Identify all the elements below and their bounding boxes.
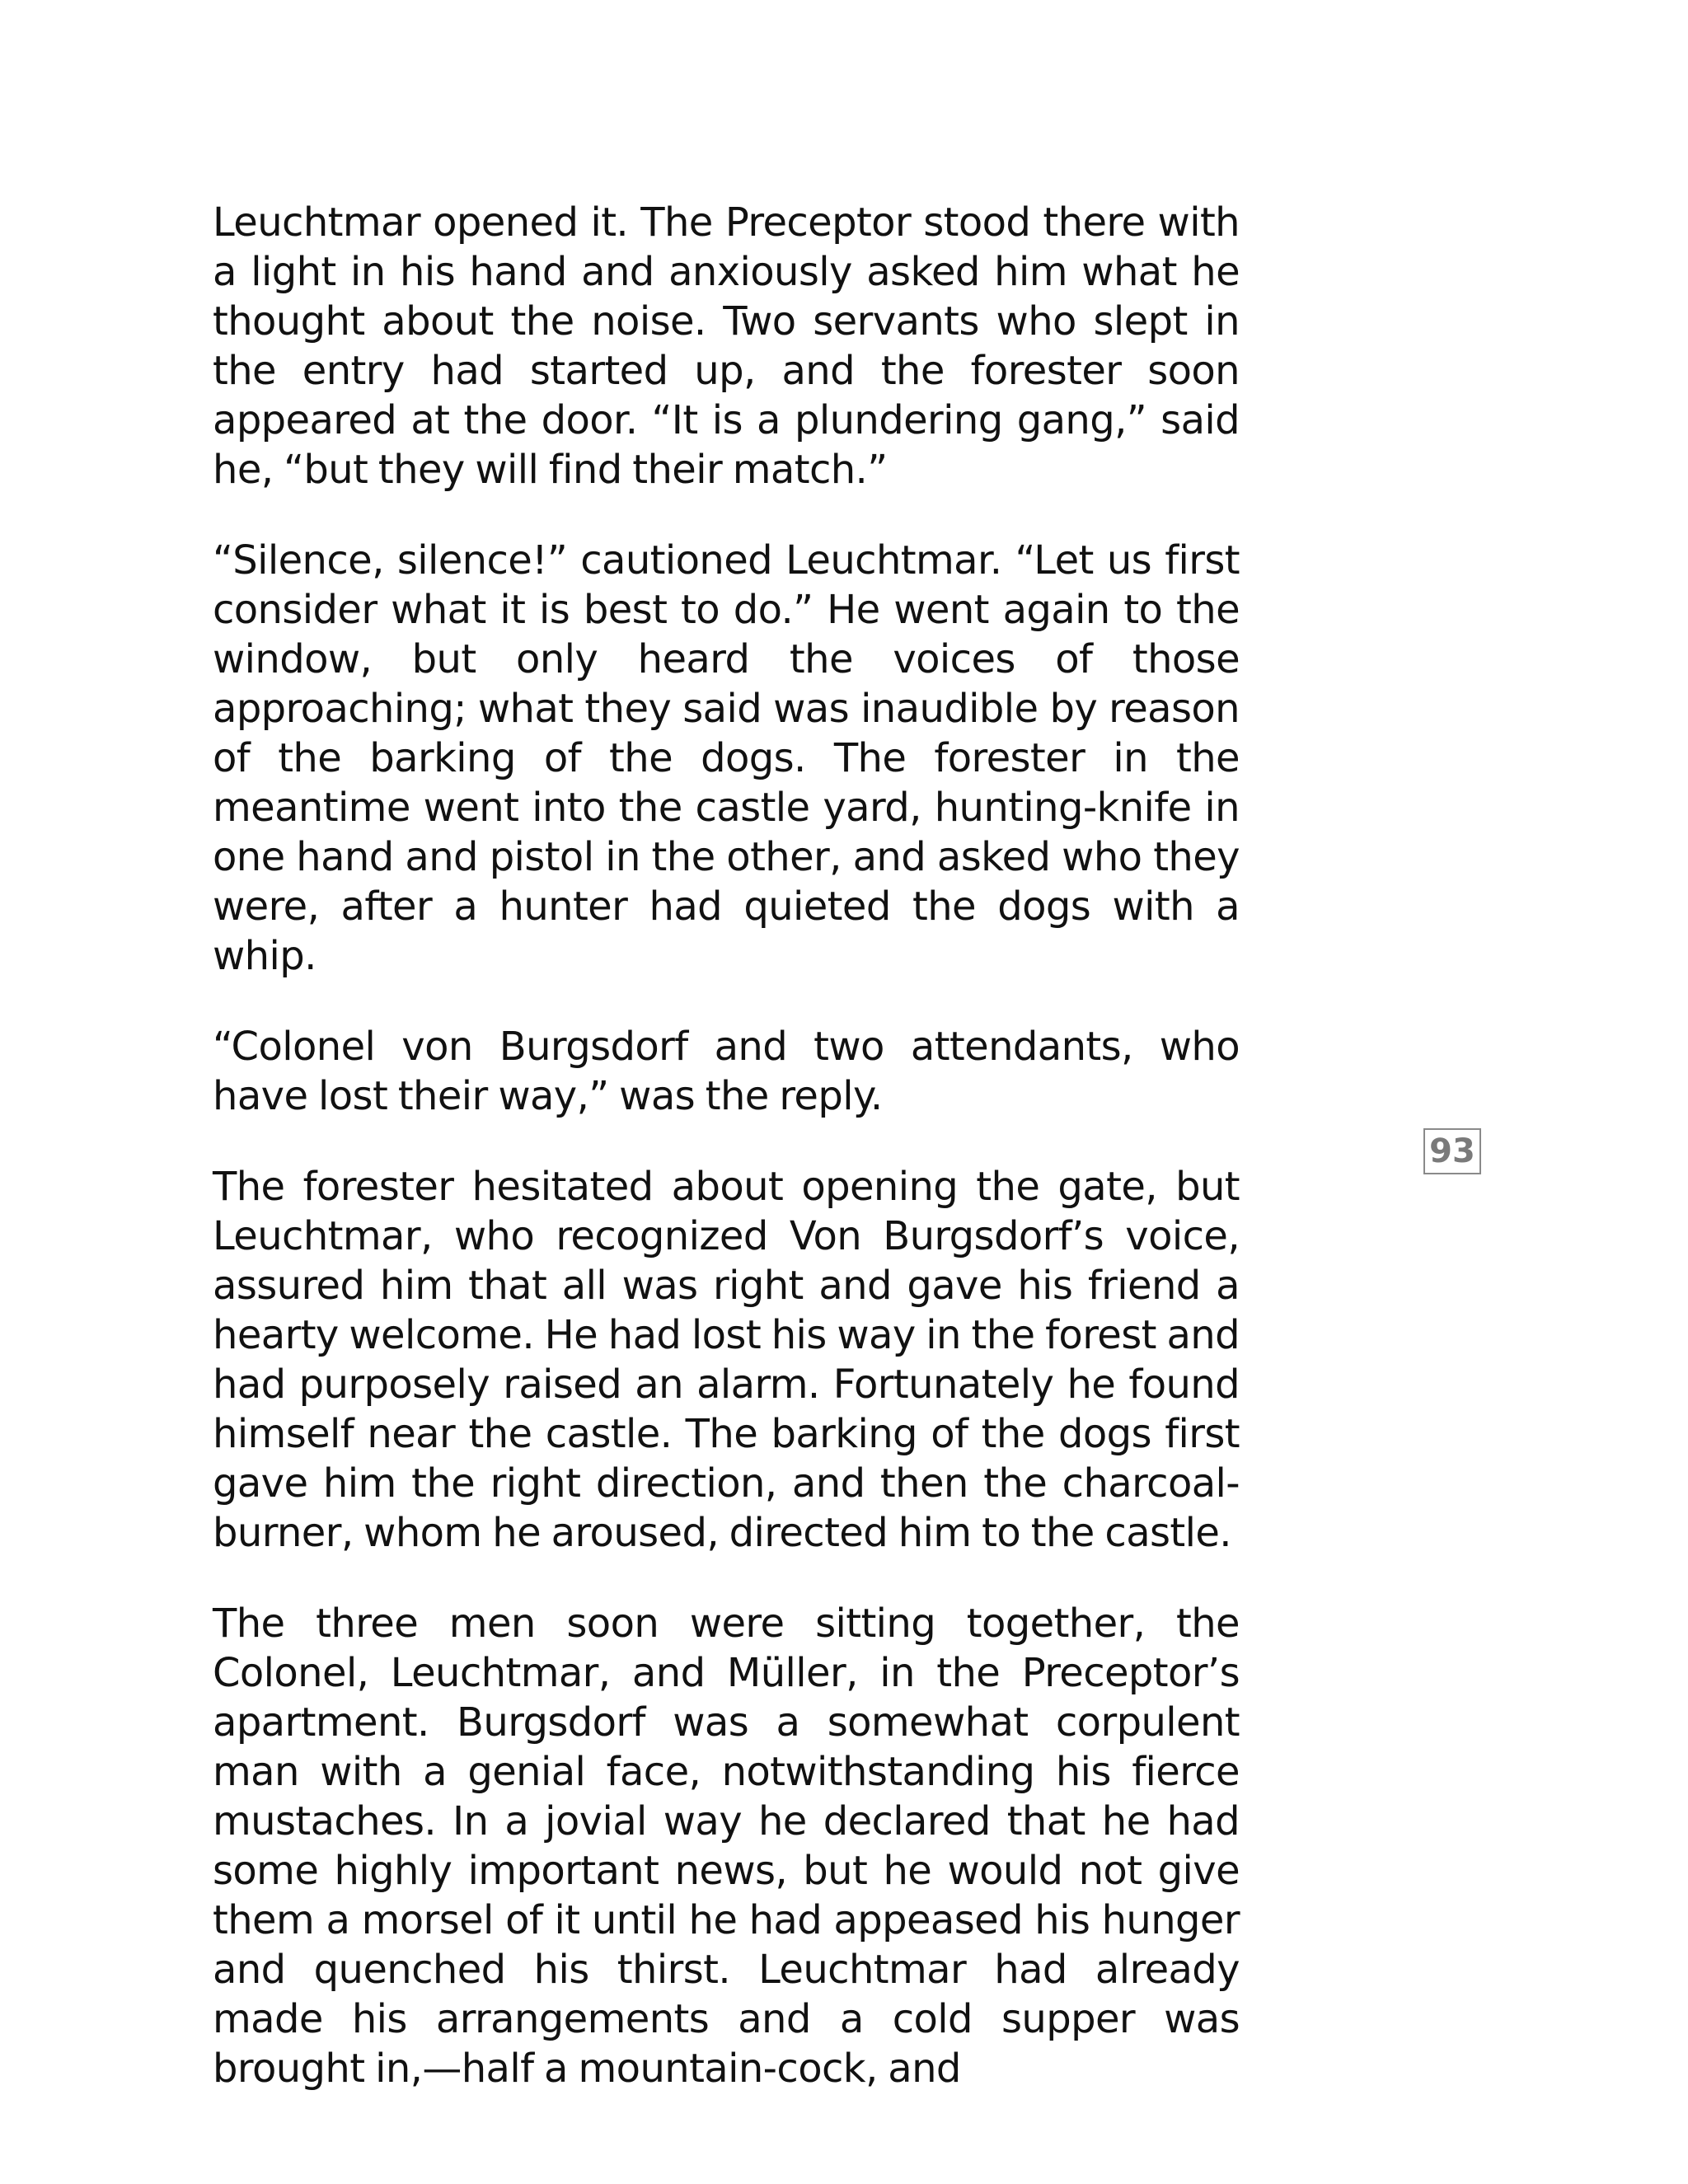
page-number-badge: 93: [1423, 1128, 1481, 1174]
paragraph-1: Leuchtmar opened it. The Preceptor stood there with a light in his hand and anxiously asked him what he thought about the noise. Two servants who slept in the entry had started up, and the forester soon appeared at the door. “It is a plundering gang,” said he, “but they will find their match.”: [213, 199, 1240, 493]
body-text: [213, 198, 1240, 2093]
paragraph-5: The three men soon were sitting together, the Colonel, Leuchtmar, and Müller, in the Preceptor’s apartment. Burgsdorf was a somewhat corpulent man with a genial face, notwithstanding his fierce mustaches. In a jovial way he declared that he had some highly important news, but he would not give them a morsel of it until he had appeased his hunger and quenched his thirst. Leuchtmar had already made his arrangements and a cold supper was brought in,—half a mountain-cock, and: [213, 1601, 1240, 2092]
paragraph-3: “Colonel von Burgsdorf and two attendants, who have lost their way,” was the reply.: [213, 1024, 1240, 1119]
paragraph-4: The forester hesitated about opening the gate, but Leuchtmar, who recognized Von Burgsdorf’s voice, assured him that all was right and gave his friend a hearty welcome. He had lost his way in the forest and had purposely raised an alarm. Fortunately he found himself near the castle. The barking of the dogs first gave him the right direction, and then the charcoal-burner, whom he aroused, directed him to the castle.: [213, 1164, 1240, 1556]
paragraph-2: “Silence, silence!” cautioned Leuchtmar. “Let us first consider what it is best to do.” He went again to the window, but only heard the voices of those approaching; what they said was inaudible by reason of the barking of the dogs. The forester in the meantime went into the castle yard, hunting-knife in one hand and pistol in the other, and asked who they were, after a hunter had quieted the dogs with a whip.: [213, 537, 1240, 979]
